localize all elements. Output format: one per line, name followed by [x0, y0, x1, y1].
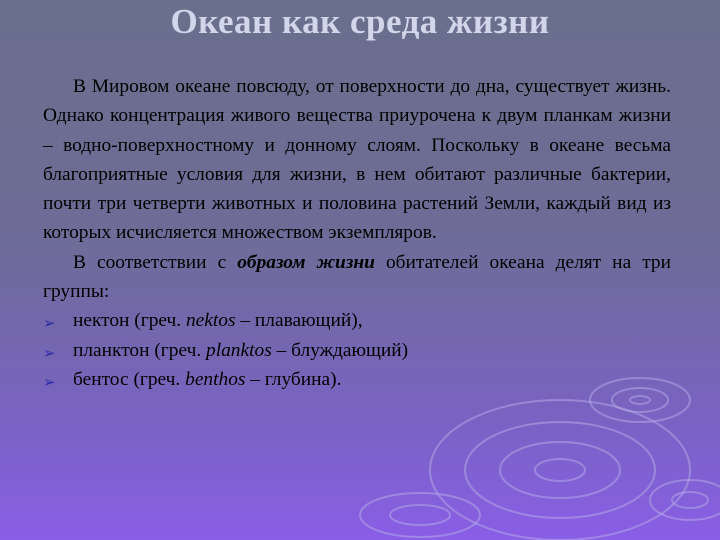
slide-title: Океан как среда жизни — [170, 2, 550, 41]
item-term: planktos — [206, 339, 272, 361]
item-text-before: планктон (греч. — [73, 339, 207, 361]
item-term: nektos — [185, 310, 236, 332]
groups-emphasis: образом жизни — [237, 251, 375, 273]
arrow-bullet-icon: ➢ — [43, 343, 56, 362]
slide-body — [43, 72, 671, 394]
list-item — [43, 336, 671, 365]
item-text-before: бентос (греч. — [73, 368, 186, 390]
item-term: benthos — [185, 368, 246, 390]
groups-paragraph — [43, 248, 671, 307]
arrow-bullet-icon: ➢ — [43, 314, 56, 333]
item-text-after: – глубина). — [245, 368, 342, 390]
list-item — [43, 365, 671, 394]
intro-paragraph: В Мировом океане повсюду, от поверхности до дна, существует жизнь. Однако концентрация живого вещества приурочена к двум планкам жизни – водно-поверхностному и донному слоям. Поскольку в океане весьма благоприятные условия для жизни, в нем обитают различные бактерии, почти три четверти животных и половина растений Земли, каждый вид из которых исчисляется множеством экземпляров. — [43, 76, 671, 244]
list-item — [43, 306, 671, 335]
item-text-after: – плавающий), — [235, 310, 363, 332]
arrow-bullet-icon: ➢ — [43, 372, 56, 391]
item-text-before: нектон (греч. — [73, 310, 186, 332]
groups-list — [43, 306, 671, 394]
groups-text-before: В соответствии с — [73, 251, 238, 273]
groups-text-after: обитателей океана делят на три группы: — [43, 251, 671, 303]
item-text-after: – блуждающий) — [271, 339, 409, 361]
